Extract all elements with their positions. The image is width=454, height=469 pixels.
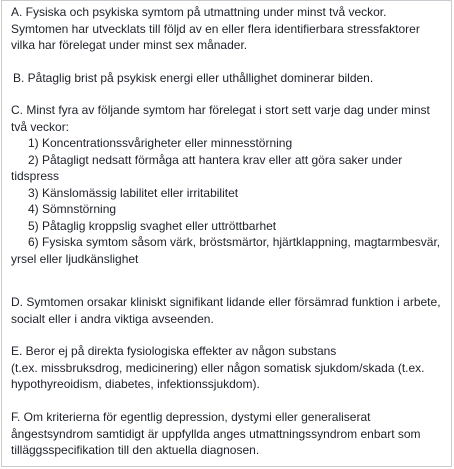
criterion-a [11,4,420,54]
post-card [1,0,452,467]
symptom-item-4: 4) Sömnstörning [28,202,117,216]
criterion-f [11,409,421,459]
criterion-d-line-1: D. Symtomen orsakar kliniskt signifikant lidande eller försämrad funktion i arbete, [11,295,441,309]
symptom-item-6: 6) Fysiska symtom såsom värk, bröstsmärtor, hjärtklappning, magtarmbesvär, [28,235,441,249]
criterion-f-line-2: ångestsyndrom samtidigt är uppfyllda anges utmattningssyndrom enbart som [11,426,421,441]
criterion-e [11,343,425,393]
symptom-item-2: 2) Påtagligt nedsatt förmåga att hantera krav eller att göra saker under [28,152,403,167]
criterion-c [11,102,440,267]
symptom-item-6-continuation: yrsel eller ljudkänslighet [11,251,139,266]
criterion-d [11,294,441,327]
criterion-f-line-3: tilläggsspecifikation till den aktuella diagnosen. [11,443,260,457]
criterion-b [13,70,373,87]
symptom-item-1: 1) Koncentrationssvårigheter eller minnesstörning [28,136,293,150]
criterion-e-line-1: E. Beror ej på direkta fysiologiska effekter av någon substans [11,344,337,358]
criterion-c-intro-line-2: två veckor: [11,119,70,134]
criterion-c-intro-line-1: C. Minst fyra av följande symtom har förelegat i stort sett varje dag under minst [11,103,430,117]
criterion-f-line-1: F. Om kriterierna för egentlig depression, dystymi eller generaliserat [11,410,371,424]
symptom-item-2-continuation: tidspress [11,169,60,183]
criterion-e-line-2: (t.ex. missbruksdrog, medicinering) eller någon somatisk sjukdom/skada (t.ex. [11,360,425,375]
criterion-b-line-1: B. Påtaglig brist på psykisk energi eller uthållighet dominerar bilden. [13,71,374,85]
criterion-a-line-3: vilka har förelegat under minst sex månader. [11,38,248,52]
symptom-item-5: 5) Påtaglig kroppslig svaghet eller uttröttbarhet [28,218,277,233]
criterion-d-line-2: socialt eller i andra viktiga avseenden. [11,311,214,326]
symptom-item-3: 3) Känslomässig labilitet eller irritabilitet [28,185,239,200]
criterion-e-line-3: hypothyreoidism, diabetes, infektionssjukdom). [11,377,260,391]
criterion-a-line-2: Symtomen har utvecklats till följd av en eller flera identifierbara stressfaktorer [11,21,420,36]
criterion-a-line-1: A. Fysiska och psykiska symtom på utmattning under minst två veckor. [11,5,387,19]
